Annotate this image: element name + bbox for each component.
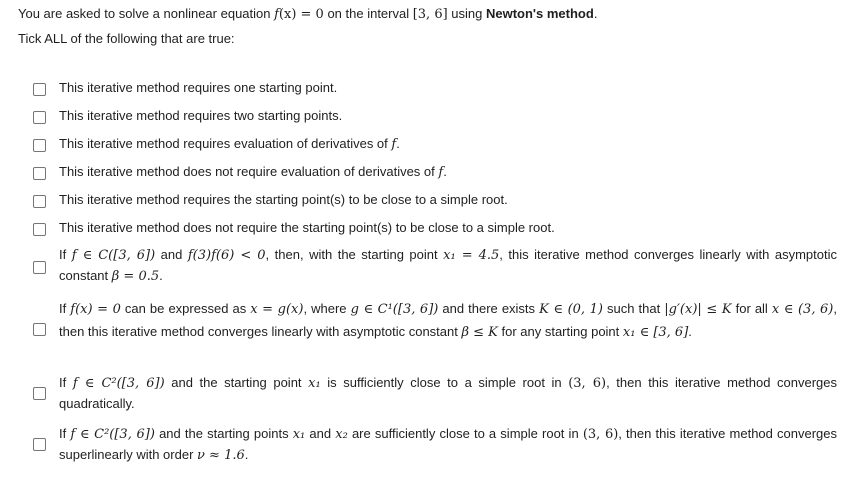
option-1-label: This iterative method requires one starting point.: [59, 80, 338, 95]
option-10-label: If f ∈ C²([3, 6]) and the starting points x₁ and x₂ are sufficiently close to a simple root in (3, 6), then this iterative method converges superlinearly with order ν ≈ 1.6.: [59, 426, 838, 463]
option-6-checkbox[interactable]: [33, 223, 46, 236]
option-7-label: If f ∈ C([3, 6]) and f(3)f(6) < 0, then, with the starting point x₁ = 4.5, this iterative method converges linearly with asymptotic constant β = 0.5.: [59, 247, 837, 284]
math-interval: [3, 6]: [412, 7, 448, 22]
option-6-label: This iterative method does not require the starting point(s) to be close to a simple root.: [59, 220, 555, 235]
option-4-label: This iterative method does not require evaluation of derivatives of f.: [59, 164, 447, 180]
option-1-checkbox[interactable]: [33, 83, 46, 96]
option-8-label: If f(x) = 0 can be expressed as x = g(x), where g ∈ C¹([3, 6]) and there exists K ∈ (0, 1) such that |g′(x)| ≤ K for all x ∈ (3, 6), then this iterative method converges linearly with asymptotic constant β ≤ K for any starting point x₁ ∈ [3, 6].: [59, 301, 837, 340]
option-5-label: This iterative method requires the starting point(s) to be close to a simple root.: [59, 192, 508, 207]
math-f: f: [274, 7, 279, 22]
option-3-label: This iterative method requires evaluation of derivatives of f.: [59, 136, 400, 152]
method-name: Newton's method: [485, 6, 594, 21]
option-5-checkbox[interactable]: [33, 195, 46, 208]
math-equation: (x) = 0: [278, 7, 324, 22]
instruction-text: Tick ALL of the following that are true:: [18, 31, 235, 46]
option-7-checkbox[interactable]: [33, 261, 46, 274]
option-2-label: This iterative method requires two starting points.: [59, 108, 343, 123]
option-3-checkbox[interactable]: [33, 139, 46, 152]
option-9-checkbox[interactable]: [33, 387, 46, 400]
option-4-checkbox[interactable]: [33, 167, 46, 180]
option-8-checkbox[interactable]: [33, 323, 46, 336]
question-text: You are asked to solve a nonlinear equation f(x) = 0 on the interval [3, 6] using Newton's method.: [18, 6, 598, 22]
option-9-label: If f ∈ C²([3, 6]) and the starting point x₁ is sufficiently close to a simple root in (3, 6), then this iterative method converges quadratically.: [59, 375, 838, 411]
option-10-checkbox[interactable]: [33, 438, 46, 451]
option-2-checkbox[interactable]: [33, 111, 46, 124]
